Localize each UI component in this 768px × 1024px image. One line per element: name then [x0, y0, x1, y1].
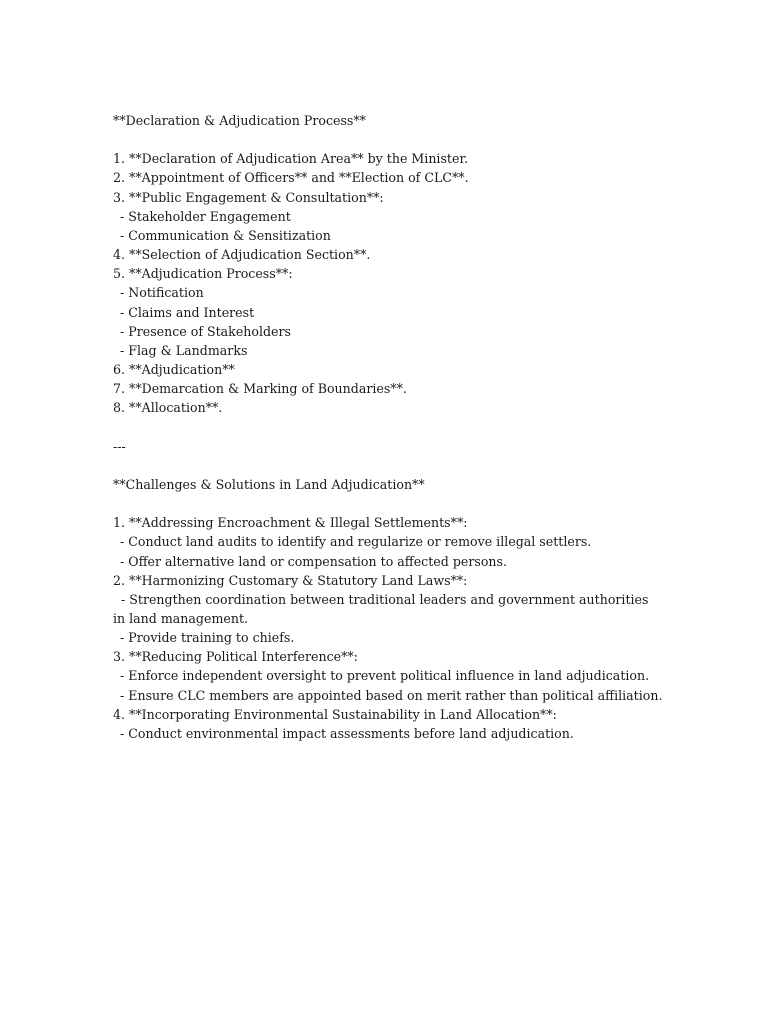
- list-item: 4. **Selection of Adjudication Section**.: [113, 247, 371, 263]
- sub-list-item: - Flag & Landmarks: [120, 342, 248, 358]
- sub-list-item: - Conduct environmental impact assessments before land adjudication.: [120, 725, 574, 741]
- sub-list-item: - Enforce independent oversight to prevent political influence in land adjudication.: [120, 668, 650, 684]
- list-item: 4. **Incorporating Environmental Sustainability in Land Allocation**:: [113, 706, 557, 722]
- sub-list-item: - Notification: [120, 285, 204, 301]
- sub-list-item: - Stakeholder Engagement: [120, 208, 291, 224]
- document-body: [113, 111, 663, 743]
- blank-line: [113, 456, 653, 475]
- list-item: 6. **Adjudication**: [113, 362, 235, 378]
- sub-list-item: - Claims and Interest: [120, 304, 255, 320]
- sub-list-item: - Offer alternative land or compensation to affected persons.: [120, 553, 507, 569]
- list-item: 7. **Demarcation & Marking of Boundaries**.: [113, 381, 407, 397]
- list-item: 5. **Adjudication Process**:: [113, 266, 293, 282]
- list-item: 2. **Appointment of Officers** and **Election of CLC**.: [113, 170, 469, 186]
- sub-list-item: - Provide training to chiefs.: [120, 630, 295, 646]
- sub-list-item: - Ensure CLC members are appointed based on merit rather than political affiliation.: [120, 687, 663, 703]
- list-item: 2. **Harmonizing Customary & Statutory Land Laws**:: [113, 572, 468, 588]
- section-divider: ---: [113, 438, 126, 454]
- blank-line: [113, 417, 653, 436]
- list-item: 3. **Reducing Political Interference**:: [113, 649, 358, 665]
- list-item: 8. **Allocation**.: [113, 400, 223, 416]
- sub-list-item: - Presence of Stakeholders: [120, 323, 291, 339]
- blank-line: [113, 494, 653, 513]
- list-item: 1. **Addressing Encroachment & Illegal Settlements**:: [113, 515, 468, 531]
- section-heading-challenges: **Challenges & Solutions in Land Adjudication**: [113, 476, 425, 492]
- list-item: 1. **Declaration of Adjudication Area** by the Minister.: [113, 151, 469, 167]
- section-heading-declaration: **Declaration & Adjudication Process**: [113, 113, 366, 128]
- sub-list-item: - Conduct land audits to identify and regularize or remove illegal settlers.: [120, 534, 592, 550]
- blank-line: [113, 130, 653, 149]
- sub-list-item: - Communication & Sensitization: [120, 227, 331, 243]
- sub-list-item-wrapped: - Strengthen coordination between traditional leaders and government authorities in land management.: [113, 591, 653, 626]
- list-item: 3. **Public Engagement & Consultation**:: [113, 189, 384, 205]
